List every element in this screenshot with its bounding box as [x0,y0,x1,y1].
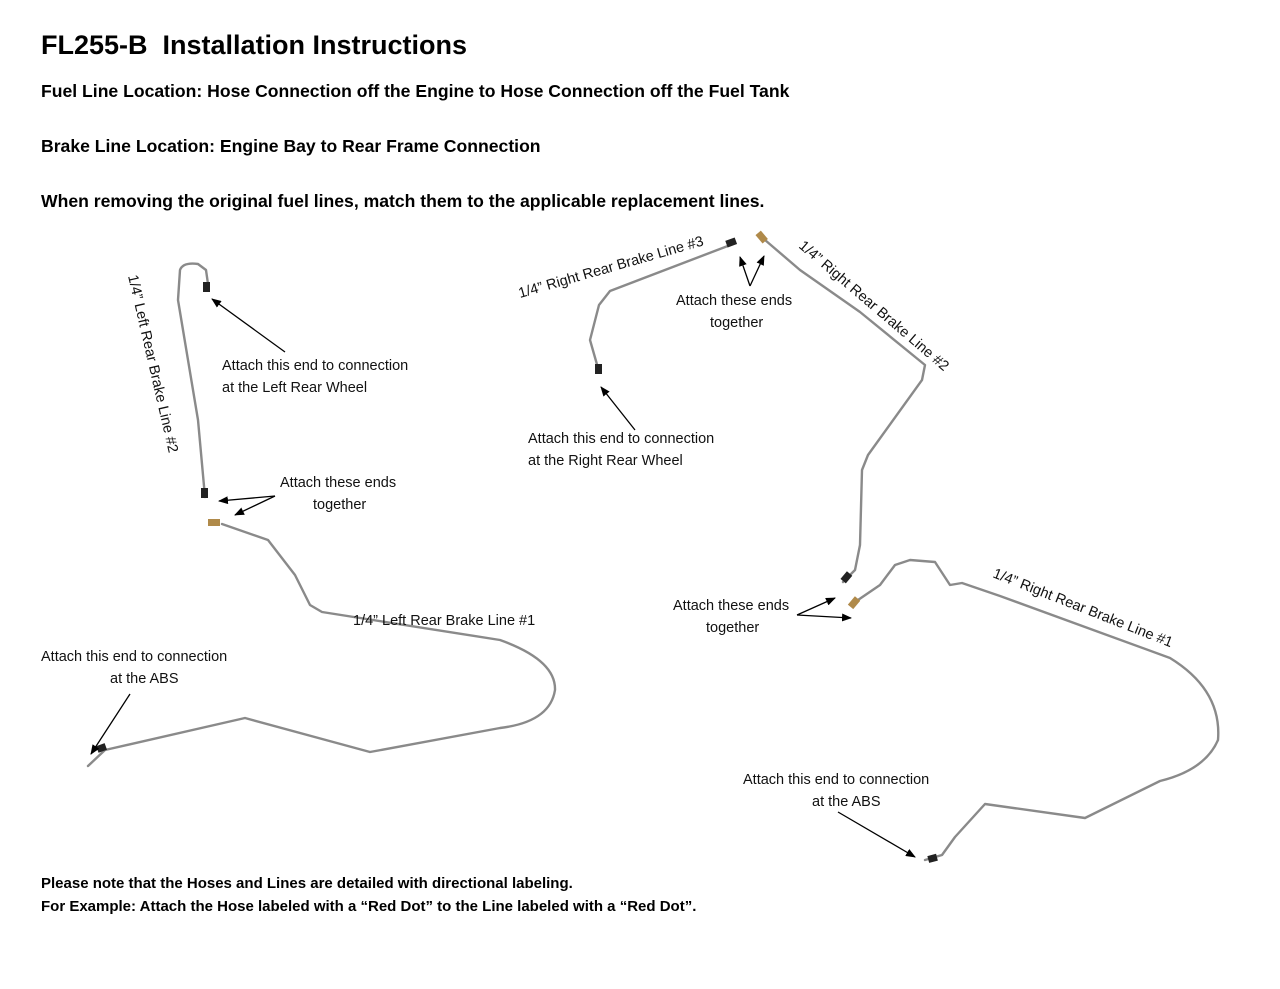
right-wheel-note: Attach this end to connection [528,431,715,447]
page-title: FL255-B Installation Instructions [41,30,468,60]
left-join-note: together [313,497,367,513]
left-rear-brake-line-1 [88,519,555,766]
right-mid-join-note: together [706,620,760,636]
left-line1-label: 1/4” Left Rear Brake Line #1 [353,613,536,629]
right-abs-note: at the ABS [812,794,881,810]
left-join-note: Attach these ends [280,475,397,491]
right-top-join-note: together [710,315,764,331]
instruction-text: When removing the original fuel lines, match them to the applicable replacement lines. [41,191,765,211]
left-abs-note: Attach this end to connection [41,649,228,665]
fitting-icon [201,488,208,498]
right-abs-note: Attach this end to connection [743,772,930,788]
right-line3-label: 1/4” Right Rear Brake Line #3 [516,233,706,302]
right-rear-brake-line-1 [848,560,1218,863]
fitting-icon [595,364,602,374]
footer-note-1: Please note that the Hoses and Lines are detailed with directional labeling. [41,875,573,892]
left-rear-brake-line-2 [178,264,210,498]
brake-line-location: Brake Line Location: Engine Bay to Rear Frame Connection [41,136,541,156]
right-mid-join-note: Attach these ends [673,598,790,614]
fitting-icon [203,282,210,292]
fuel-line-location: Fuel Line Location: Hose Connection off the Engine to Hose Connection off the Fuel Tank [41,81,790,101]
right-line2-label: 1/4” Right Rear Brake Line #2 [795,237,952,375]
brass-fitting-icon [848,596,860,609]
left-line2-label: 1/4” Left Rear Brake Line #2 [124,273,181,455]
footer-note-2: For Example: Attach the Hose labeled with a “Red Dot” to the Line labeled with a “Red Dot”. [41,898,697,915]
left-wheel-note: at the Left Rear Wheel [222,380,368,396]
brass-fitting-icon [208,519,220,526]
right-wheel-note: at the Right Rear Wheel [528,453,683,469]
right-line1-label: 1/4” Right Rear Brake Line #1 [990,565,1175,652]
right-top-join-note: Attach these ends [676,293,793,309]
left-wheel-note: Attach this end to connection [222,358,409,374]
left-abs-note: at the ABS [110,671,179,687]
fitting-icon [927,854,938,863]
